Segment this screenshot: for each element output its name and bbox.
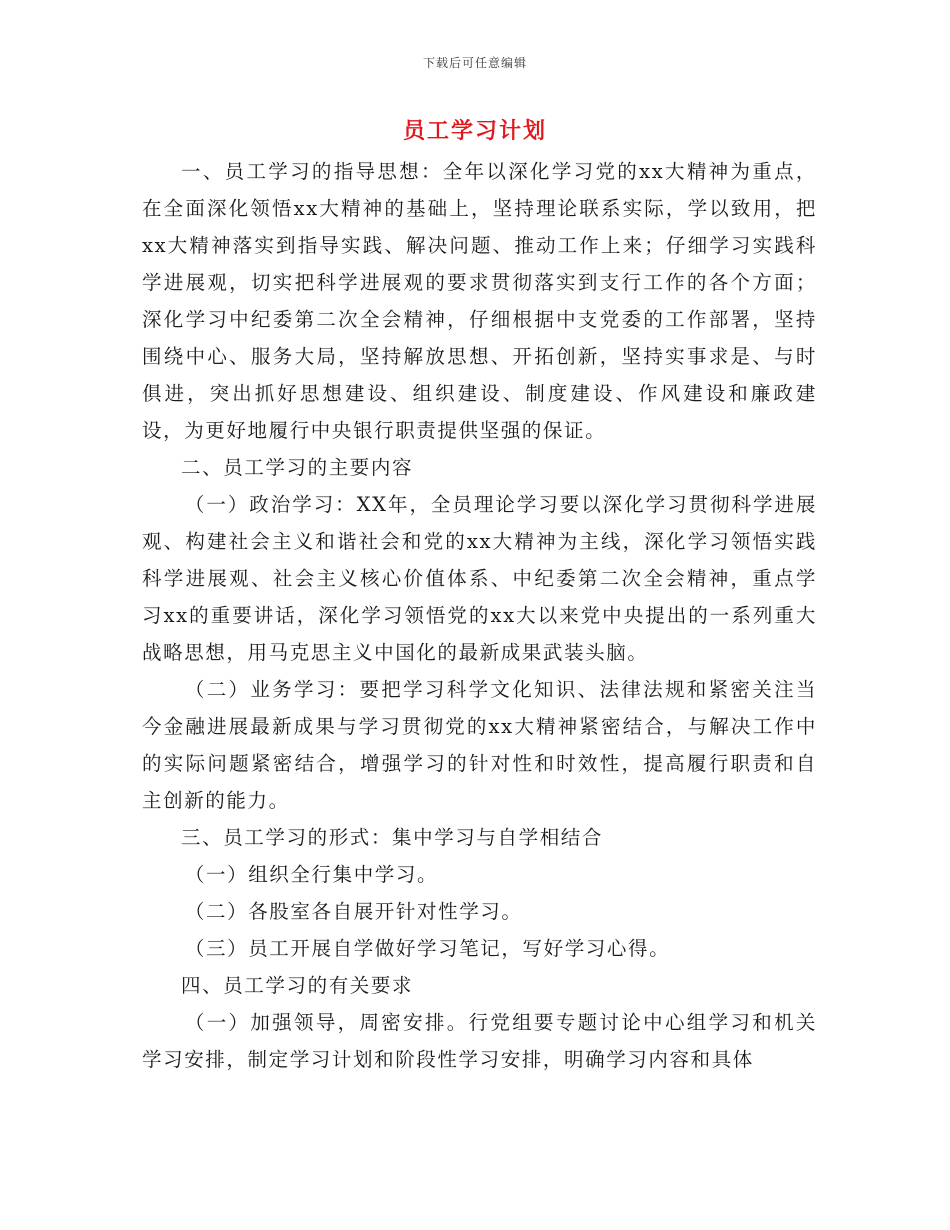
list-item-department-study: （二）各股室各自展开针对性学习。 [184,900,523,923]
document-body [142,153,817,1078]
paragraph-guiding-ideology: 一、员工学习的指导思想：全年以深化学习党的xx大精神为重点，在全面深化领悟xx大精神的基础上，坚持理论联系实际，学以致用，把xx大精神落实到指导实践、解决问题、推动工作上来；仔细学习实践科学进展观，切实把科学进展观的要求贯彻落实到支行工作的各个方面；深化学习中纪委第二次全会精神，仔细根据中支党委的工作部署，坚持围绕中心、服务大局，坚持解放思想、开拓创新，坚持实事求是、与时俱进，突出抓好思想建设、组织建设、制度建设、作风建设和廉政建设，为更好地履行中央银行职责提供坚强的保证。 [142,160,817,442]
section-heading-requirements: 四、员工学习的有关要求 [181,974,414,997]
paragraph-leadership-arrangement: （一）加强领导，周密安排。行党组要专题讨论中心组学习和机关学习安排，制定学习计划和阶段性学习安排，明确学习内容和具体 [142,1011,817,1071]
list-item-group-study: （一）组织全行集中学习。 [184,863,439,886]
document-title: 员工学习计划 [402,118,547,144]
list-item-self-study: （三）员工开展自学做好学习笔记，写好学习心得。 [184,937,671,960]
section-heading-study-form: 三、员工学习的形式：集中学习与自学相结合 [181,826,604,849]
paragraph-business-study: （二）业务学习：要把学习科学文化知识、法律法规和紧密关注当今金融进展最新成果与学习贯彻党的xx大精神紧密结合，与解决工作中的实际问题紧密结合，增强学习的针对性和时效性，提高履行职责和自主创新的能力。 [142,678,817,812]
paragraph-political-study: （一）政治学习：XX年，全员理论学习要以深化学习贯彻科学进展观、构建社会主义和谐社会和党的xx大精神为主线，深化学习领悟实践科学进展观、社会主义核心价值体系、中纪委第二次全会精神，重点学习xx的重要讲话，深化学习领悟党的xx大以来党中央提出的一系列重大战略思想，用马克思主义中国化的最新成果武装头脑。 [142,493,817,664]
page-header-note: 下载后可任意编辑 [422,56,527,70]
section-heading-main-content: 二、员工学习的主要内容 [181,456,414,479]
